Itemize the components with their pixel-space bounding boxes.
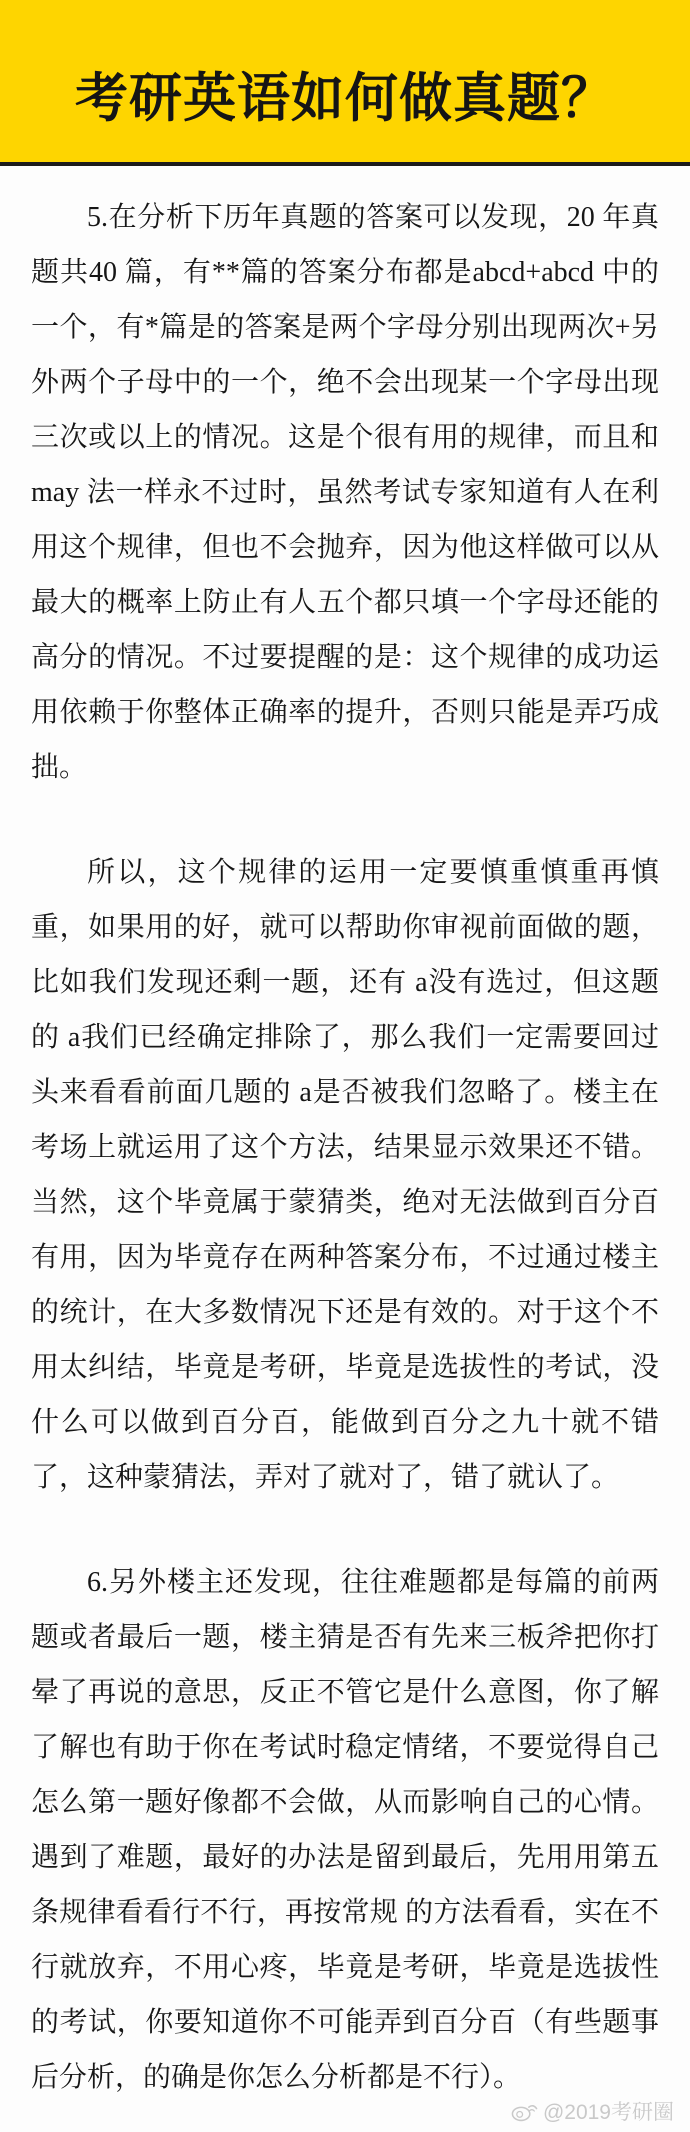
watermark-handle: @2019考研圈 (542, 2101, 674, 2124)
watermark (511, 2096, 674, 2126)
article-paragraph-6: 6.另外楼主还发现，往往难题都是每篇的前两题或者最后一题，楼主猜是否有先来三板斧把你打晕了再说的意思，反正不管它是什么意图，你了解了解也有助于你在考试时稳定情绪，不要觉得自己怎么第一题好像都不会做，从而影响自己的心情。遇到了难题，最好的办法是留到最后，先用用第五条规律看看行不行，再按常规 的方法看看，实在不行就放弃，不用心疼，毕竟是考研，毕竟是选拔性的考试，你要知道你不可能弄到百分百（有些题事后分析，的确是你怎么分析都是不行）。 (31, 1567, 659, 2093)
article-paragraph-5: 5.在分析下历年真题的答案可以发现，20 年真题共40 篇，有**篇的答案分布都是abcd+abcd 中的一个，有*篇是的答案是两个字母分别出现两次+另外两个子母中的一个，绝不会出现某一个字母出现三次或以上的情况。这是个很有用的规律，而且和 may 法一样永不过时，虽然考试专家知道有人在利用这个规律，但也不会抛弃，因为他这样做可以从最大的概率上防止有人五个都只填一个字母还能的高分的情况。不过要提醒的是：这个规律的成功运用依赖于你整体正确率的提升，否则只能是弄巧成拙。 (31, 202, 659, 783)
article-paragraph-advice: 所以，这个规律的运用一定要慎重慎重再慎重，如果用的好，就可以帮助你审视前面做的题，比如我们发现还剩一题，还有 a没有选过，但这题的 a我们已经确定排除了，那么我们一定需要回过头来看看前面几题的 a是否被我们忽略了。楼主在考场上就运用了这个方法，结果显示效果还不错。当然，这个毕竟属于蒙猜类，绝对无法做到百分百有用，因为毕竟存在两种答案分布，不过通过楼主的统计，在大多数情况下还是有效的。对于这个不用太纠结，毕竟是考研，毕竟是选拔性的考试，没什么可以做到百分百，能做到百分之九十就不错了，这种蒙猜法，弄对了就对了，错了就认了。 (31, 857, 659, 1493)
page-title: 考研英语如何做真题？ (75, 70, 615, 128)
header-banner (0, 0, 690, 162)
article-body (0, 166, 690, 2105)
weibo-icon (511, 2100, 538, 2122)
